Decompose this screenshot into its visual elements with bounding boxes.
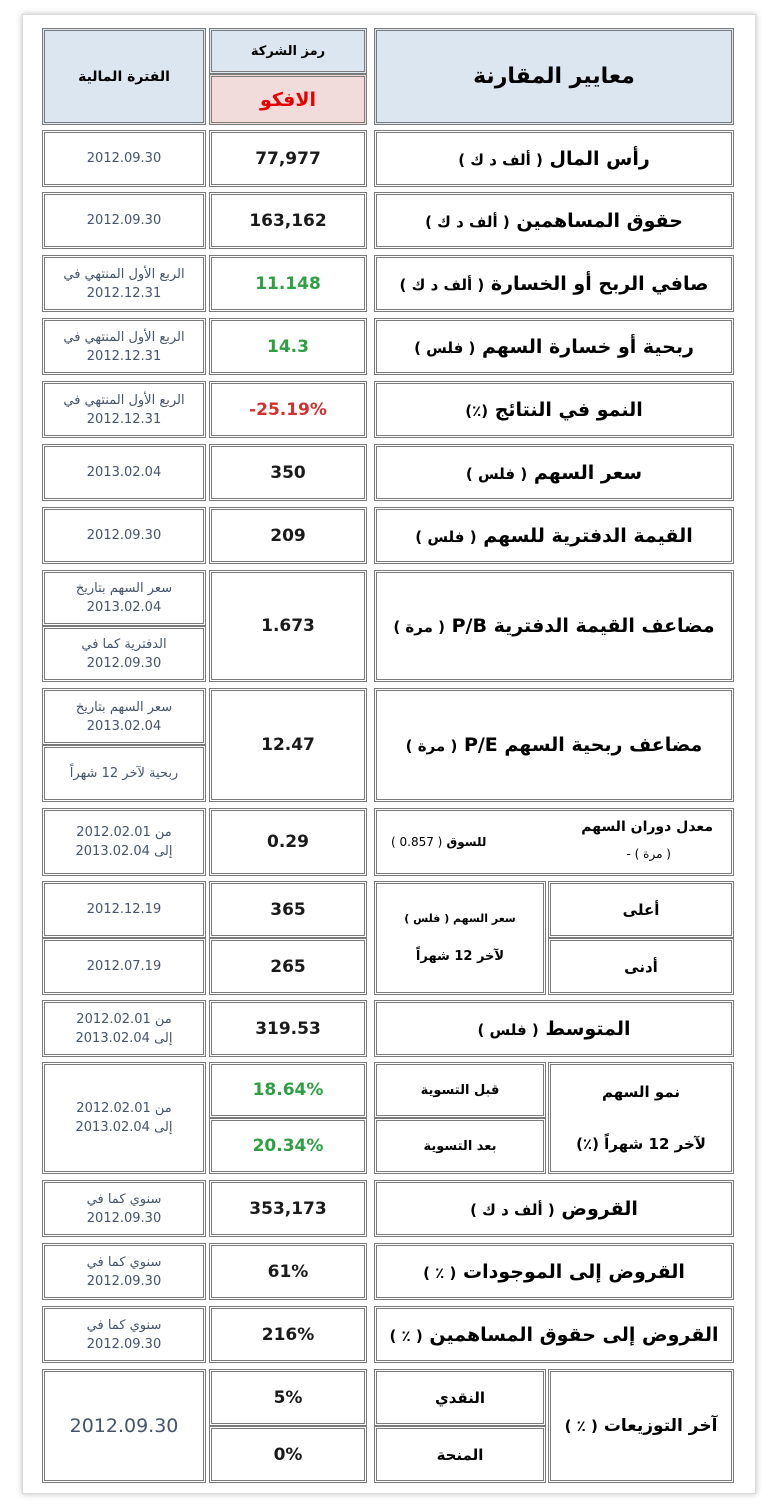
price-label: سعر السهم ( فلس ) <box>465 461 643 484</box>
eps-label-cell <box>374 318 734 375</box>
cash-label: النقدي <box>374 1369 546 1426</box>
loans-period: سنوي كما في 2012.09.30 <box>42 1180 206 1237</box>
price-value: 350 <box>209 444 367 501</box>
loans-label: القروض ( ألف د ك ) <box>470 1197 638 1220</box>
turnover-unit: ( مرة ) - <box>626 847 671 861</box>
average-label: المتوسط ( فلس ) <box>477 1017 631 1040</box>
growth-period: الربع الأول المنتهي في 2012.12.31 <box>42 381 206 438</box>
net-profit-period: الربع الأول المنتهي في 2012.12.31 <box>42 255 206 312</box>
period-header-label: الفترة المالية <box>78 68 170 85</box>
after-settlement-value: 20.34% <box>209 1118 367 1174</box>
high-low-label-cell <box>374 881 546 995</box>
loans-assets-value: 61% <box>209 1243 367 1300</box>
capital-value: 77,977 <box>209 130 367 187</box>
bonus-value: 0% <box>209 1426 367 1483</box>
high-value: 365 <box>209 881 367 938</box>
book-value-label-cell <box>374 507 734 564</box>
high-low-label-bottom: لآخر 12 شهراً <box>415 949 505 964</box>
bonus-label: المنحة <box>374 1426 546 1483</box>
equity-period: 2012.09.30 <box>42 192 206 249</box>
period-header <box>42 28 206 125</box>
pb-period-b: الدفترية كما في 2012.09.30 <box>42 626 206 682</box>
equity-label-cell <box>374 192 734 249</box>
loans-assets-label-cell <box>374 1243 734 1300</box>
low-date: 2012.07.19 <box>42 938 206 995</box>
turnover-value: 0.29 <box>209 808 367 876</box>
loans-assets-label: القروض إلى الموجودات ( ٪ ) <box>423 1260 685 1283</box>
book-value-value: 209 <box>209 507 367 564</box>
net-profit-label: صافي الربح أو الخسارة ( ألف د ك ) <box>399 272 709 295</box>
net-profit-label-cell <box>374 255 734 312</box>
criteria-header-label: معايير المقارنة <box>473 64 635 89</box>
capital-period: 2012.09.30 <box>42 130 206 187</box>
pe-value: 12.47 <box>209 688 367 802</box>
book-value-period: 2012.09.30 <box>42 507 206 564</box>
pe-period-b: ربحية لآخر 12 شهراً <box>42 745 206 802</box>
high-low-label-top: سعر السهم ( فلس ) <box>404 912 516 925</box>
growth-value: -25.19% <box>209 381 367 438</box>
distributions-label: آخر التوزيعات ( ٪ ) <box>564 1416 718 1436</box>
loans-assets-period: سنوي كما في 2012.09.30 <box>42 1243 206 1300</box>
capital-label: رأس المال ( ألف د ك ) <box>458 147 650 170</box>
stock-growth-label-top: نمو السهم <box>602 1083 681 1101</box>
pe-period-a: سعر السهم بتاريخ 2013.02.04 <box>42 688 206 745</box>
before-settlement-label: قبل التسوية <box>374 1062 546 1118</box>
turnover-label-cell <box>374 808 734 876</box>
turnover-period: من 2012.02.01 إلى 2013.02.04 <box>42 808 206 876</box>
loans-value: 353,173 <box>209 1180 367 1237</box>
company-code-label: رمز الشركة <box>250 43 326 59</box>
low-label: أدنى <box>548 938 734 995</box>
average-label-cell <box>374 1000 734 1057</box>
distributions-period: 2012.09.30 <box>42 1369 206 1483</box>
high-label: أعلى <box>548 881 734 938</box>
company-code-header <box>209 28 367 74</box>
loans-equity-label-cell <box>374 1306 734 1363</box>
company-code: الافكو <box>259 88 317 111</box>
eps-value: 14.3 <box>209 318 367 375</box>
eps-period: الربع الأول المنتهي في 2012.12.31 <box>42 318 206 375</box>
eps-label: ربحية أو خسارة السهم ( فلس ) <box>414 335 694 358</box>
before-settlement-value: 18.64% <box>209 1062 367 1118</box>
turnover-market: للسوق ( 0.857 ) <box>391 835 487 849</box>
pb-label-cell <box>374 570 734 682</box>
criteria-header <box>374 28 734 125</box>
capital-label-cell <box>374 130 734 187</box>
pe-label-cell <box>374 688 734 802</box>
pb-period-a: سعر السهم بتاريخ 2013.02.04 <box>42 570 206 626</box>
net-profit-value: 11.148 <box>209 255 367 312</box>
low-value: 265 <box>209 938 367 995</box>
growth-label-cell <box>374 381 734 438</box>
high-date: 2012.12.19 <box>42 881 206 938</box>
pb-label: مضاعف القيمة الدفترية P/B ( مرة ) <box>393 615 715 637</box>
distributions-label-cell <box>548 1369 734 1483</box>
loans-label-cell <box>374 1180 734 1237</box>
equity-label: حقوق المساهمين ( ألف د ك ) <box>425 209 683 232</box>
average-value: 319.53 <box>209 1000 367 1057</box>
price-period: 2013.02.04 <box>42 444 206 501</box>
equity-value: 163,162 <box>209 192 367 249</box>
pe-label: مضاعف ربحية السهم P/E ( مرة ) <box>405 734 703 756</box>
growth-label: النمو في النتائج (٪) <box>465 398 643 421</box>
pb-value: 1.673 <box>209 570 367 682</box>
average-period: من 2012.02.01 إلى 2013.02.04 <box>42 1000 206 1057</box>
turnover-label: معدل دوران السهم <box>581 819 713 835</box>
loans-equity-period: سنوي كما في 2012.09.30 <box>42 1306 206 1363</box>
company-code-cell <box>209 74 367 125</box>
stock-growth-period: من 2012.02.01 إلى 2013.02.04 <box>42 1062 206 1174</box>
book-value-label: القيمة الدفترية للسهم ( فلس ) <box>415 524 693 547</box>
cash-value: 5% <box>209 1369 367 1426</box>
after-settlement-label: بعد التسوية <box>374 1118 546 1174</box>
price-label-cell <box>374 444 734 501</box>
loans-equity-value: 216% <box>209 1306 367 1363</box>
stock-growth-label-bottom: لآخر 12 شهراً (٪) <box>576 1135 706 1153</box>
stock-growth-label-cell <box>548 1062 734 1174</box>
loans-equity-label: القروض إلى حقوق المساهمين ( ٪ ) <box>389 1323 719 1346</box>
